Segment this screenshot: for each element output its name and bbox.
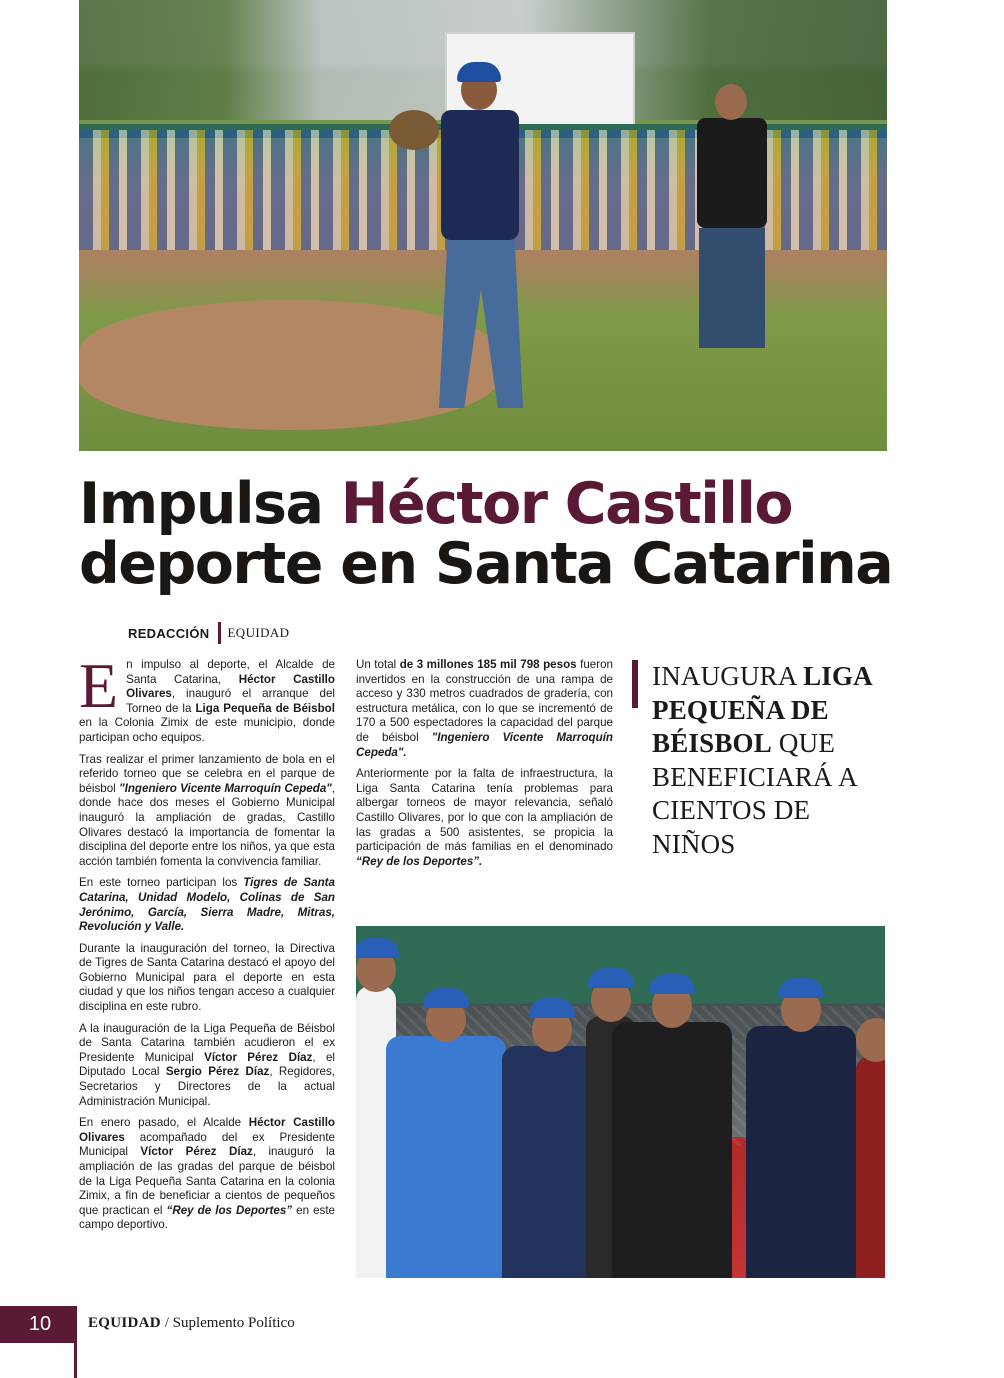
article-column-middle [356,658,613,876]
byline-divider [218,622,221,644]
pitcher-figure [419,60,539,420]
person [856,1056,885,1278]
glove [389,110,439,150]
pull-quote-text: INAUGURA LIGA PEQUEÑA DE BÉISBOL QUE BENEFICIARÁ A CIENTOS DE NIÑOS [652,661,872,859]
photographer-figure [687,78,777,358]
person [386,1036,506,1278]
footer-rule [74,1306,77,1378]
headline-accent: Héctor Castillo [340,471,793,537]
byline-section: EQUIDAD [227,625,290,640]
footer-publication: EQUIDAD / Suplemento Político [88,1315,295,1331]
paragraph: Un total de 3 millones 185 mil 798 pesos fueron invertidos en la construcción de una rampa de acceso y 330 metros cuadrados de gradería, con estructura metálica, con lo que se incrementó de 170 a 500 espectadores la capacidad del parque de béisbol "Ingeniero Vicente Marroquín Cepeda". [356,658,613,759]
hero-photo-baseball-pitch [79,0,887,451]
paragraph: Tras realizar el primer lanzamiento de bola en el referido torneo que se celebra en el parque de béisbol "Ingeniero Vicente Marroquín Cepeda", donde hace dos meses el Gobierno Municipal inauguró la ampliación de gradas, Castillo Olivares destacó la importancia de fomentar la disciplina del deporte entre los niños, ya que esta acción también fomenta la convivencia familiar. [79,752,336,868]
byline-author: REDACCIÓN [128,625,210,641]
pull-quote-bar [632,660,638,708]
paragraph: Anteriormente por la falta de infraestructura, la Liga Santa Catarina tenía problemas para albergar torneos de mayor relevancia, señaló Castillo Olivares, por lo que con la ampliación de las gradas a 500 asistentes, se propicia la participación de más familias en el denominado “Rey de los Deportes”. [356,767,613,868]
article-column-left [79,650,336,1240]
drop-cap: E [79,650,119,721]
pull-quote [632,660,882,861]
page-number: 10 [0,1306,74,1343]
paragraph: En este torneo participan los Tigres de Santa Catarina, Unidad Modelo, Colinas de San Jerónimo, García, Sierra Madre, Mitras, Revolución y Valle. [79,876,335,934]
paragraph: En impulso al deporte, el Alcalde de Santa Catarina, Héctor Castillo Olivares, inauguró el arranque del Torneo de la Liga Pequeña de Béisbol en la Colonia Zimix de este municipio, donde participan ocho equipos. [79,650,335,744]
paragraph: A la inauguración de la Liga Pequeña de Béisbol de Santa Catarina también acudieron el ex Presidente Municipal Víctor Pérez Díaz, el Diputado Local Sergio Pérez Díaz, Regidores, Secretarios y Directores de la actual Administración Municipal. [79,1021,336,1108]
paragraph: Durante la inauguración del torneo, la Directiva de Tigres de Santa Catarina destacó el apoyo del Gobierno Municipal para el deporte en esta ciudad y que los niños tengan acceso a cualquier disciplina en este rubro. [79,941,335,1014]
byline [128,622,289,644]
paragraph: En enero pasado, el Alcalde Héctor Castillo Olivares acompañado del ex Presidente Municipal Víctor Pérez Díaz, inauguró la ampliación de las gradas del parque de béisbol de la Liga Pequeña Santa Catarina en la colonia Zimix, a fin de beneficiar a cientos de pequeños que practican el “Rey de los Deportes” en este campo deportivo. [79,1116,336,1232]
person [746,1026,856,1278]
officials-group-photo [356,926,885,1278]
article-headline: Impulsa Héctor Castillo deporte en Santa Catarina [79,471,893,597]
person [612,1022,732,1278]
